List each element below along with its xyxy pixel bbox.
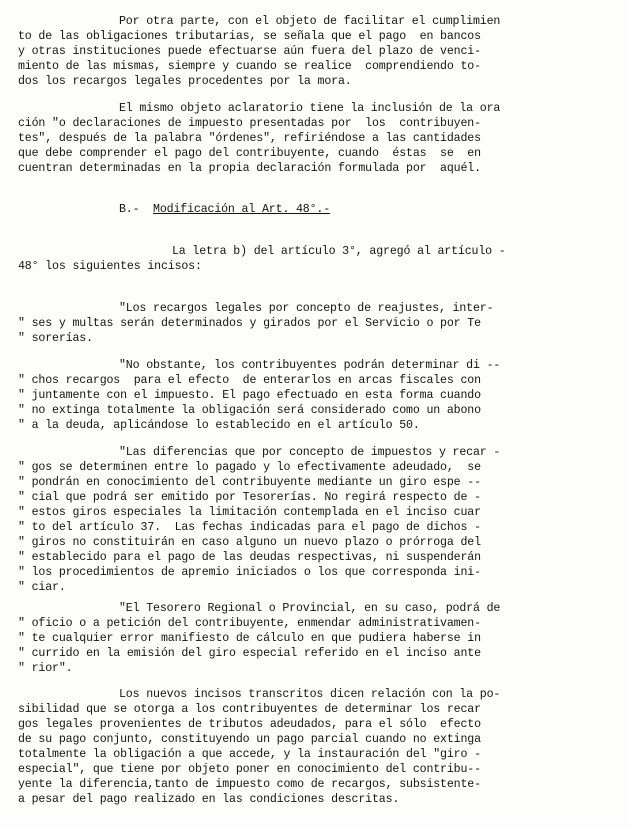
text-line: La letra b) del artículo 3°, agregó al artículo -	[172, 245, 506, 258]
text-line: a pesar del pago realizado en las condiciones descritas.	[18, 793, 400, 806]
text-line: que debe comprender el pago del contribuyente, cuando éstas se en	[18, 147, 481, 160]
text-line: " pondrán en conocimiento del contribuyente mediante un giro espe --	[18, 476, 481, 489]
text-line: " chos recargos para el efecto de enterarlos en arcas fiscales con	[18, 374, 481, 387]
text-line: " no extinga totalmente la obligación será considerado como un abono	[18, 404, 481, 417]
text-line: yente la diferencia,tanto de impuesto como de recargos, subsistente-	[18, 778, 481, 791]
text-line: " estos giros especiales la limitación contemplada en el inciso cuar	[18, 506, 481, 519]
text-line: miento de las mismas, siempre y cuando se realice comprendiendo to-	[18, 60, 481, 73]
text-line: cuentran determinadas en la propia declaración formulada por aquél.	[18, 162, 481, 175]
text-line: y otras instituciones puede efectuarse aún fuera del plazo de venci-	[18, 45, 481, 58]
text-line: 48° los siguientes incisos:	[18, 260, 202, 273]
text-line: totalmente la obligación a que accede, y la instauración del "giro -	[18, 748, 481, 761]
text-line: gos legales provenientes de tributos adeudados, para el sólo efecto	[18, 718, 481, 731]
text-line: dos los recargos legales procedentes por la mora.	[18, 75, 352, 88]
text-line: " a la deuda, aplicándose lo establecido en el artículo 50.	[18, 419, 420, 432]
section-title: B.- Modificación al Art. 48°.-	[119, 203, 331, 216]
text-line: " giros no constituirán en caso alguno un nuevo plazo o prórroga del	[18, 536, 481, 549]
text-line: " rior".	[18, 662, 73, 675]
text-line: " los procedimientos de apremio iniciados o los que corresponda ini-	[18, 566, 481, 579]
text-line: " to del artículo 37. Las fechas indicadas para el pago de dichos -	[18, 521, 481, 534]
text-line: " oficio o a petición del contribuyente, enmendar administrativamen-	[18, 617, 481, 630]
text-line: " juntamente con el impuesto. El pago efectuado en esta forma cuando	[18, 389, 481, 402]
text-line: sibilidad que se otorga a los contribuyentes de determinar los recar	[18, 703, 481, 716]
text-line: " ciar.	[18, 581, 66, 594]
text-line: tes", después de la palabra "órdenes", refiriéndose a las cantidades	[18, 132, 481, 145]
text-line: "No obstante, los contribuyentes podrán determinar di --	[119, 359, 501, 372]
text-line: " te cualquier error manifiesto de cálculo en que pudiera haberse in	[18, 632, 481, 645]
text-line: " cial que podrá ser emitido por Tesorerías. No regirá respecto de -	[18, 491, 481, 504]
text-line: " gos se determinen entre lo pagado y lo efectivamente adeudado, se	[18, 461, 481, 474]
text-line: "Las diferencias que por concepto de impuestos y recar -	[119, 446, 501, 459]
text-line: ción "o declaraciones de impuesto presentadas por los contribuyen-	[18, 117, 481, 130]
text-line: " ses y multas serán determinados y girados por el Servicio o por Te	[18, 317, 481, 330]
text-line: Los nuevos incisos transcritos dicen relación con la po-	[119, 688, 501, 701]
text-line: to de las obligaciones tributarias, se señala que el pago en bancos	[18, 30, 481, 43]
text-line: Por otra parte, con el objeto de facilitar el cumplimien	[119, 15, 501, 28]
text-line: de su pago conjunto, constituyendo un pago parcial cuando no extinga	[18, 733, 481, 746]
text-line: " sorerías.	[18, 332, 93, 345]
text-line: " establecido para el pago de las deudas respectivas, ni suspenderán	[18, 551, 481, 564]
text-line: " currido en la emisión del giro especial referido en el inciso ante	[18, 647, 481, 660]
text-line: "Los recargos legales por concepto de reajustes, inter-	[119, 302, 494, 315]
text-line: El mismo objeto aclaratorio tiene la inclusión de la ora	[119, 102, 501, 115]
text-line: especial", que tiene por objeto poner en conocimiento del contribu--	[18, 763, 481, 776]
text-line: "El Tesorero Regional o Provincial, en su caso, podrá de	[119, 602, 501, 615]
